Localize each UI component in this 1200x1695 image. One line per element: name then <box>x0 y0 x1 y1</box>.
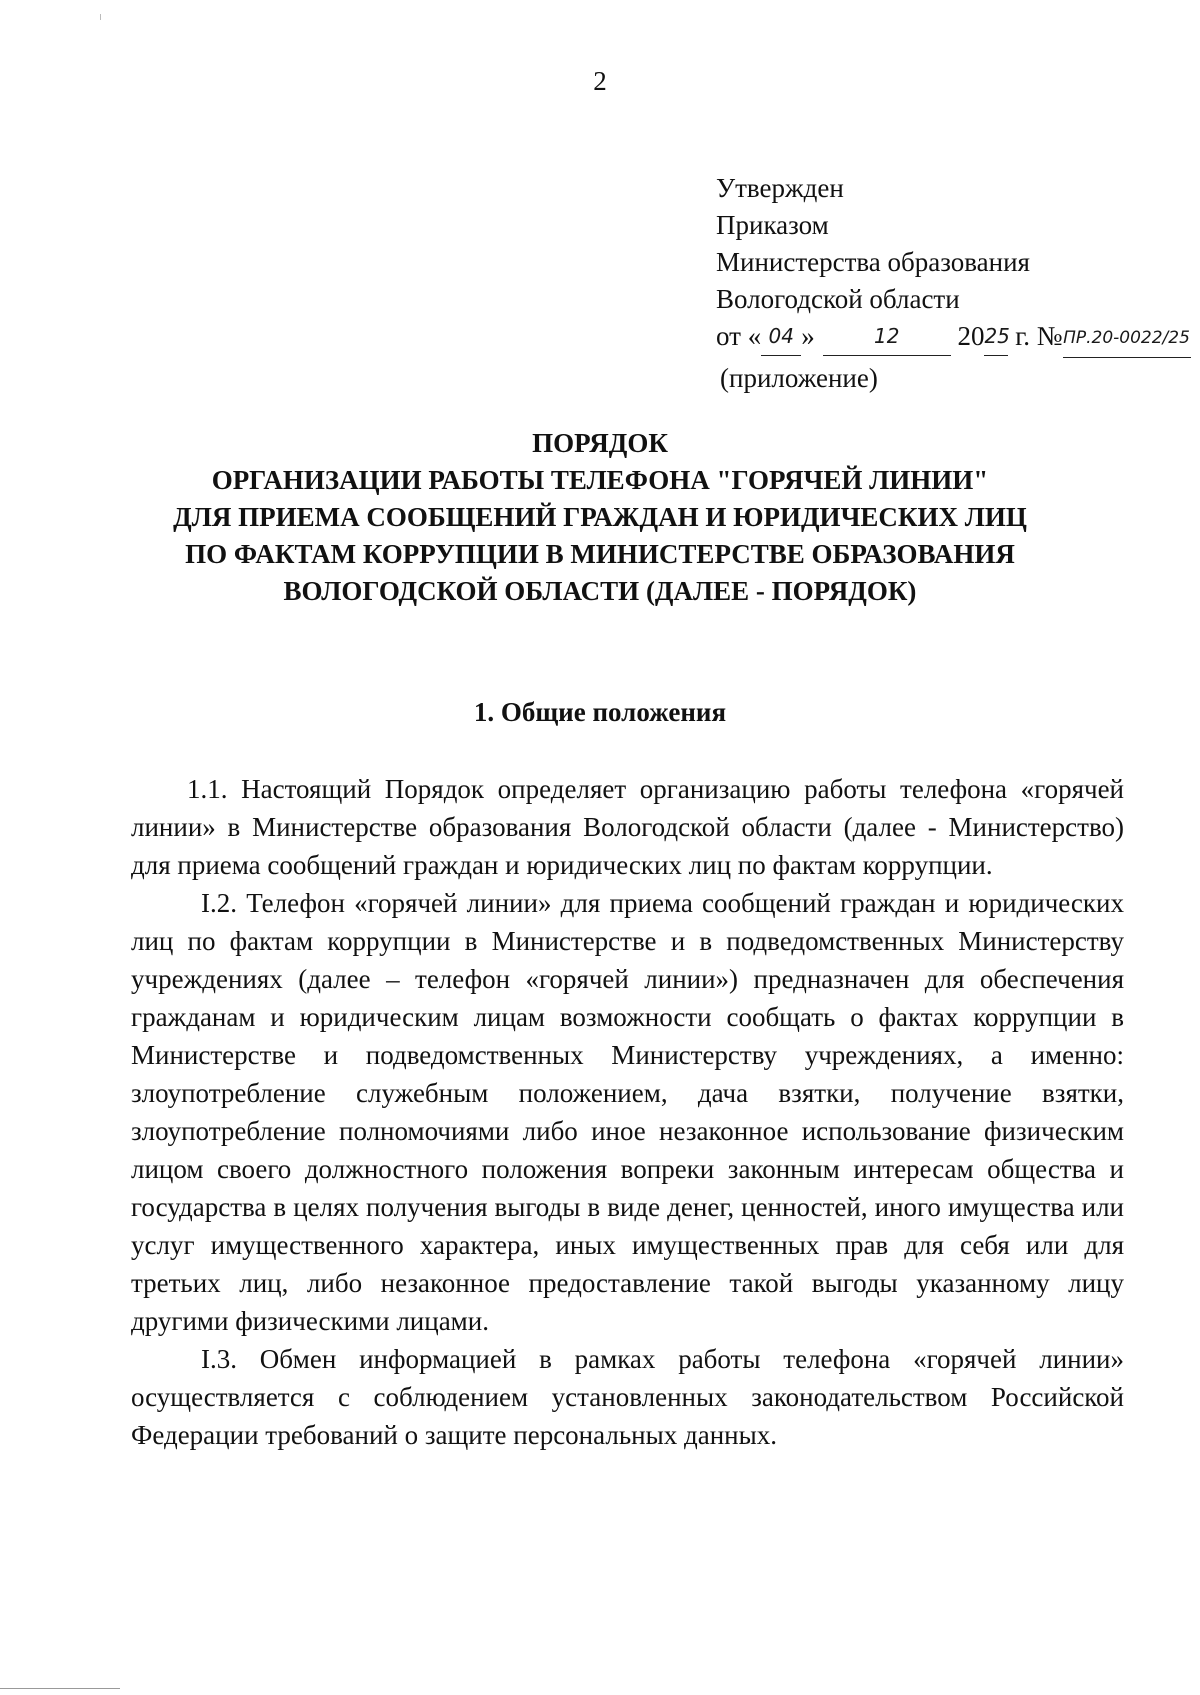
approval-date-line <box>716 318 1191 360</box>
number-prefix: г. № <box>1008 321 1063 351</box>
document-title <box>0 425 1200 610</box>
handwritten-month: 12 <box>823 318 951 356</box>
title-line-5: ВОЛОГОДСКОЙ ОБЛАСТИ (ДАЛЕЕ - ПОРЯДОК) <box>283 576 917 606</box>
handwritten-day: 04 <box>761 318 801 356</box>
appendix-note: (приложение) <box>720 363 878 393</box>
approval-line-approved: Утвержден <box>716 173 844 203</box>
title-line-1: ПОРЯДОК <box>532 428 668 458</box>
title-line-4: ПО ФАКТАМ КОРРУПЦИИ В МИНИСТЕРСТВЕ ОБРАЗОВАНИЯ <box>185 539 1015 569</box>
approval-block <box>716 170 1191 397</box>
paragraph-1-1: 1.1. Настоящий Порядок определяет организацию работы телефона «горячей линии» в Министерстве образования Вологодской области (далее - Министерство) для приема сообщений граждан и юридических лиц по фактам коррупции. <box>131 774 1124 880</box>
date-day-close: » <box>801 321 815 351</box>
paragraph-1-3: I.3. Обмен информацией в рамках работы телефона «горячей линии» осуществляется с соблюдением установленных законодательством Российской Федерации требований о защите персональных данных. <box>131 1344 1124 1450</box>
approval-line-region: Вологодской области <box>716 284 960 314</box>
scan-mark <box>100 14 101 20</box>
page-number: 2 <box>593 66 607 96</box>
body-text <box>131 770 1124 1454</box>
approval-line-order: Приказом <box>716 210 829 240</box>
date-prefix: от « <box>716 321 762 351</box>
scan-edge-line <box>0 1688 120 1689</box>
section-heading: 1. Общие положения <box>473 697 727 727</box>
title-line-2: ОРГАНИЗАЦИИ РАБОТЫ ТЕЛЕФОНА "ГОРЯЧЕЙ ЛИНИИ" <box>211 465 989 495</box>
approval-line-ministry: Министерства образования <box>716 247 1030 277</box>
paragraph-1-2: I.2. Телефон «горячей линии» для приема сообщений граждан и юридических лиц по фактам коррупции в Министерстве и в подведомственных Министерству учреждениях (далее – телефон «горячей линии») предназначен для обеспечения гражданам и юридическим лицам возможности сообщать о фактах коррупции в Министерстве и подведомственных Министерству учреждениях, а именно: злоупотребление служебным положением, дача взятки, получение взятки, злоупотребление полномочиями либо иное незаконное использование физическим лицом своего должностного положения вопреки законным интересам общества и государства в целях получения выгоды в виде денег, ценностей, иного имущества или услуг имущественного характера, иных имущественных прав для себя или для третьих лиц, либо незаконное предоставление такой выгоды указанному лицу другими физическими лицами. <box>131 888 1124 1336</box>
handwritten-year: 25 <box>984 318 1008 356</box>
year-prefix: 20 <box>957 321 985 351</box>
title-line-3: ДЛЯ ПРИЕМА СООБЩЕНИЙ ГРАЖДАН И ЮРИДИЧЕСКИХ ЛИЦ <box>173 502 1027 532</box>
handwritten-order-number: ПР.20-0022/25 <box>1063 320 1191 358</box>
